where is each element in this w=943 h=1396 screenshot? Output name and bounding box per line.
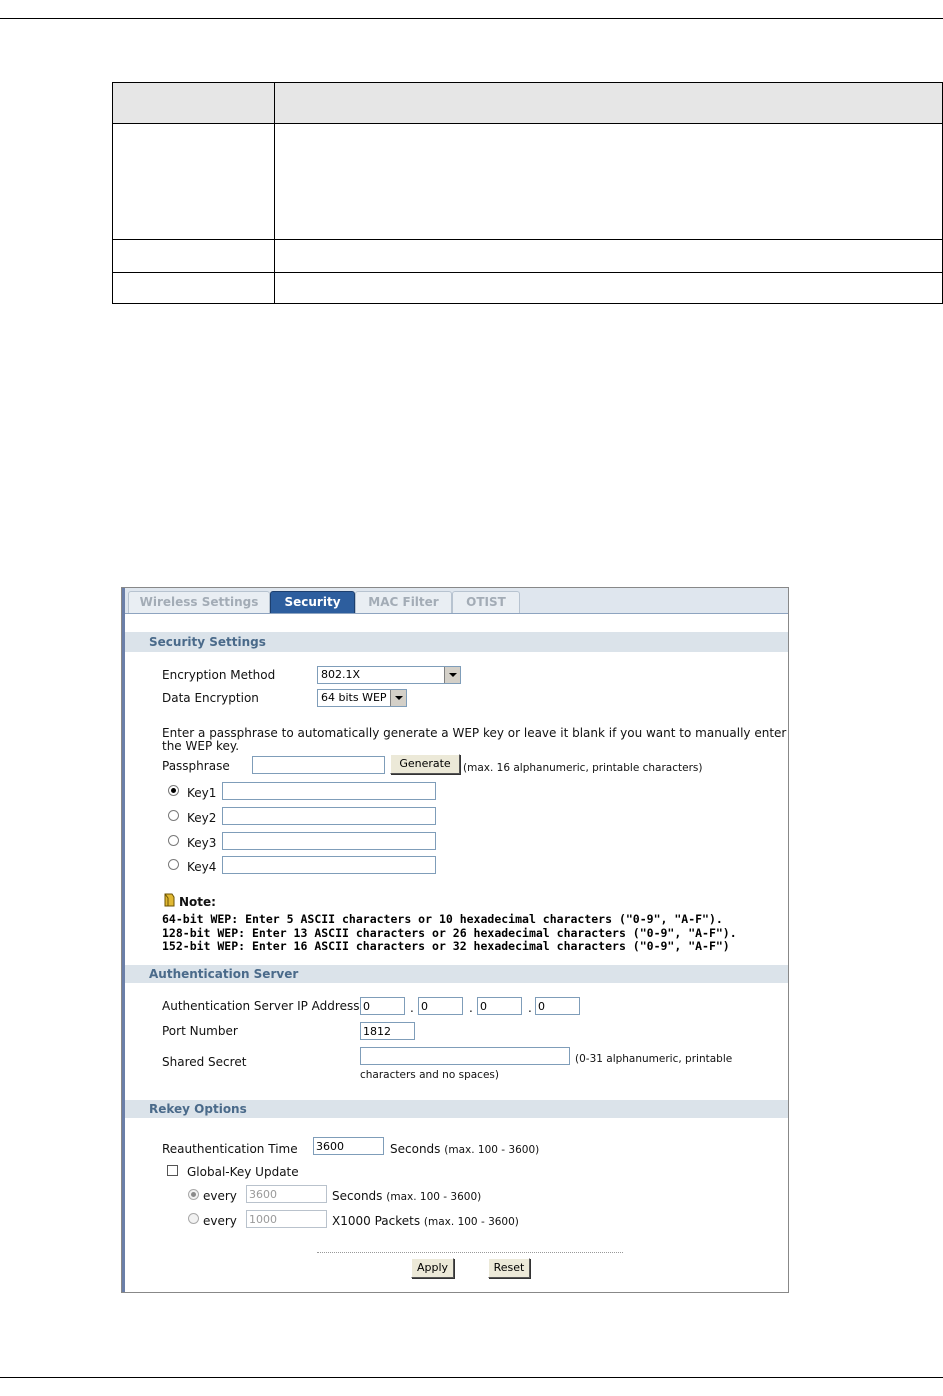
- port-number-label: Port Number: [162, 1024, 238, 1038]
- encryption-method-label: Encryption Method: [162, 668, 276, 682]
- shared-secret-input[interactable]: [360, 1047, 570, 1065]
- table-header-row: [113, 83, 942, 124]
- passphrase-instruction-line1: Enter a passphrase to automatically generate a WEP key or leave it blank if you want to manually enter: [162, 726, 787, 740]
- note-title: Note:: [179, 895, 216, 909]
- every-packets-units: X1000 Packets (max. 100 - 3600): [332, 1214, 519, 1228]
- shared-secret-hint-2: characters and no spaces): [360, 1069, 499, 1081]
- tab-otist[interactable]: OTIST: [452, 591, 520, 613]
- every-seconds-input[interactable]: [246, 1185, 327, 1203]
- passphrase-label: Passphrase: [162, 759, 230, 773]
- button-divider: [317, 1252, 623, 1253]
- key4-input[interactable]: [222, 856, 436, 874]
- ip-dot: .: [528, 1001, 532, 1015]
- generate-button[interactable]: Generate: [390, 754, 460, 774]
- key2-label: Key2: [187, 811, 217, 825]
- key1-input[interactable]: [222, 782, 436, 800]
- chevron-down-icon: [444, 667, 460, 683]
- table-row-divider: [113, 239, 942, 240]
- key1-radio[interactable]: [168, 785, 179, 796]
- reauth-time-input[interactable]: [313, 1137, 384, 1155]
- auth-ip-octet-4[interactable]: [535, 997, 580, 1015]
- section-rekey-options: Rekey Options: [125, 1100, 789, 1118]
- section-authentication-server: Authentication Server: [125, 965, 789, 983]
- key3-label: Key3: [187, 836, 217, 850]
- table-row-divider: [113, 272, 942, 273]
- key2-input[interactable]: [222, 807, 436, 825]
- key3-input[interactable]: [222, 832, 436, 850]
- passphrase-hint: (max. 16 alphanumeric, printable characters): [463, 762, 703, 774]
- ip-dot: .: [410, 1001, 414, 1015]
- note-line-152bit: 152-bit WEP: Enter 16 ASCII characters or 32 hexadecimal characters ("0-9", "A-F"): [162, 939, 730, 953]
- passphrase-instruction-line2: the WEP key.: [162, 739, 240, 753]
- port-number-input[interactable]: [360, 1022, 415, 1040]
- shared-secret-label: Shared Secret: [162, 1055, 247, 1069]
- reauth-time-label: Reauthentication Time: [162, 1142, 298, 1156]
- data-encryption-label: Data Encryption: [162, 691, 259, 705]
- reset-button[interactable]: Reset: [488, 1258, 530, 1278]
- note-icon: [162, 893, 176, 907]
- key4-radio[interactable]: [168, 859, 179, 870]
- auth-server-ip-label: Authentication Server IP Address: [162, 999, 360, 1013]
- section-security-settings: Security Settings: [125, 632, 789, 652]
- note-line-64bit: 64-bit WEP: Enter 5 ASCII characters or 10 hexadecimal characters ("0-9", "A-F").: [162, 912, 723, 926]
- apply-button[interactable]: Apply: [411, 1258, 454, 1278]
- shared-secret-hint-1: (0-31 alphanumeric, printable: [575, 1053, 733, 1065]
- every-seconds-radio[interactable]: [188, 1189, 199, 1200]
- global-key-update-label: Global-Key Update: [187, 1165, 299, 1179]
- tab-security[interactable]: Security: [270, 591, 355, 613]
- every-packets-label: every: [203, 1214, 237, 1228]
- passphrase-input[interactable]: [252, 756, 385, 774]
- key1-label: Key1: [187, 786, 217, 800]
- page-header-rule: [0, 18, 943, 19]
- encryption-method-select[interactable]: [317, 666, 461, 684]
- tab-wireless-settings[interactable]: Wireless Settings: [128, 591, 270, 613]
- ip-dot: .: [469, 1001, 473, 1015]
- every-seconds-units: Seconds (max. 100 - 3600): [332, 1189, 482, 1203]
- key3-radio[interactable]: [168, 835, 179, 846]
- reauth-units: Seconds (max. 100 - 3600): [390, 1142, 540, 1156]
- auth-ip-octet-1[interactable]: [360, 997, 405, 1015]
- page-footer-rule: [0, 1377, 943, 1378]
- key4-label: Key4: [187, 860, 217, 874]
- encryption-method-value: 802.1X: [321, 668, 361, 681]
- frame-left-bar: [122, 588, 125, 1292]
- global-key-update-checkbox[interactable]: [167, 1165, 178, 1176]
- security-screen: [121, 587, 789, 1293]
- key2-radio[interactable]: [168, 810, 179, 821]
- chevron-down-icon: [390, 690, 406, 706]
- tab-mac-filter[interactable]: MAC Filter: [355, 591, 452, 613]
- table-column-divider: [274, 83, 275, 303]
- every-seconds-label: every: [203, 1189, 237, 1203]
- auth-ip-octet-2[interactable]: [418, 997, 463, 1015]
- note-line-128bit: 128-bit WEP: Enter 13 ASCII characters or 26 hexadecimal characters ("0-9", "A-F").: [162, 926, 737, 940]
- data-encryption-select[interactable]: [317, 689, 407, 707]
- document-table: [112, 82, 943, 304]
- every-packets-radio[interactable]: [188, 1213, 199, 1224]
- data-encryption-value: 64 bits WEP: [321, 691, 387, 704]
- auth-ip-octet-3[interactable]: [477, 997, 522, 1015]
- every-packets-input[interactable]: [246, 1210, 327, 1228]
- tab-bar: [125, 588, 789, 614]
